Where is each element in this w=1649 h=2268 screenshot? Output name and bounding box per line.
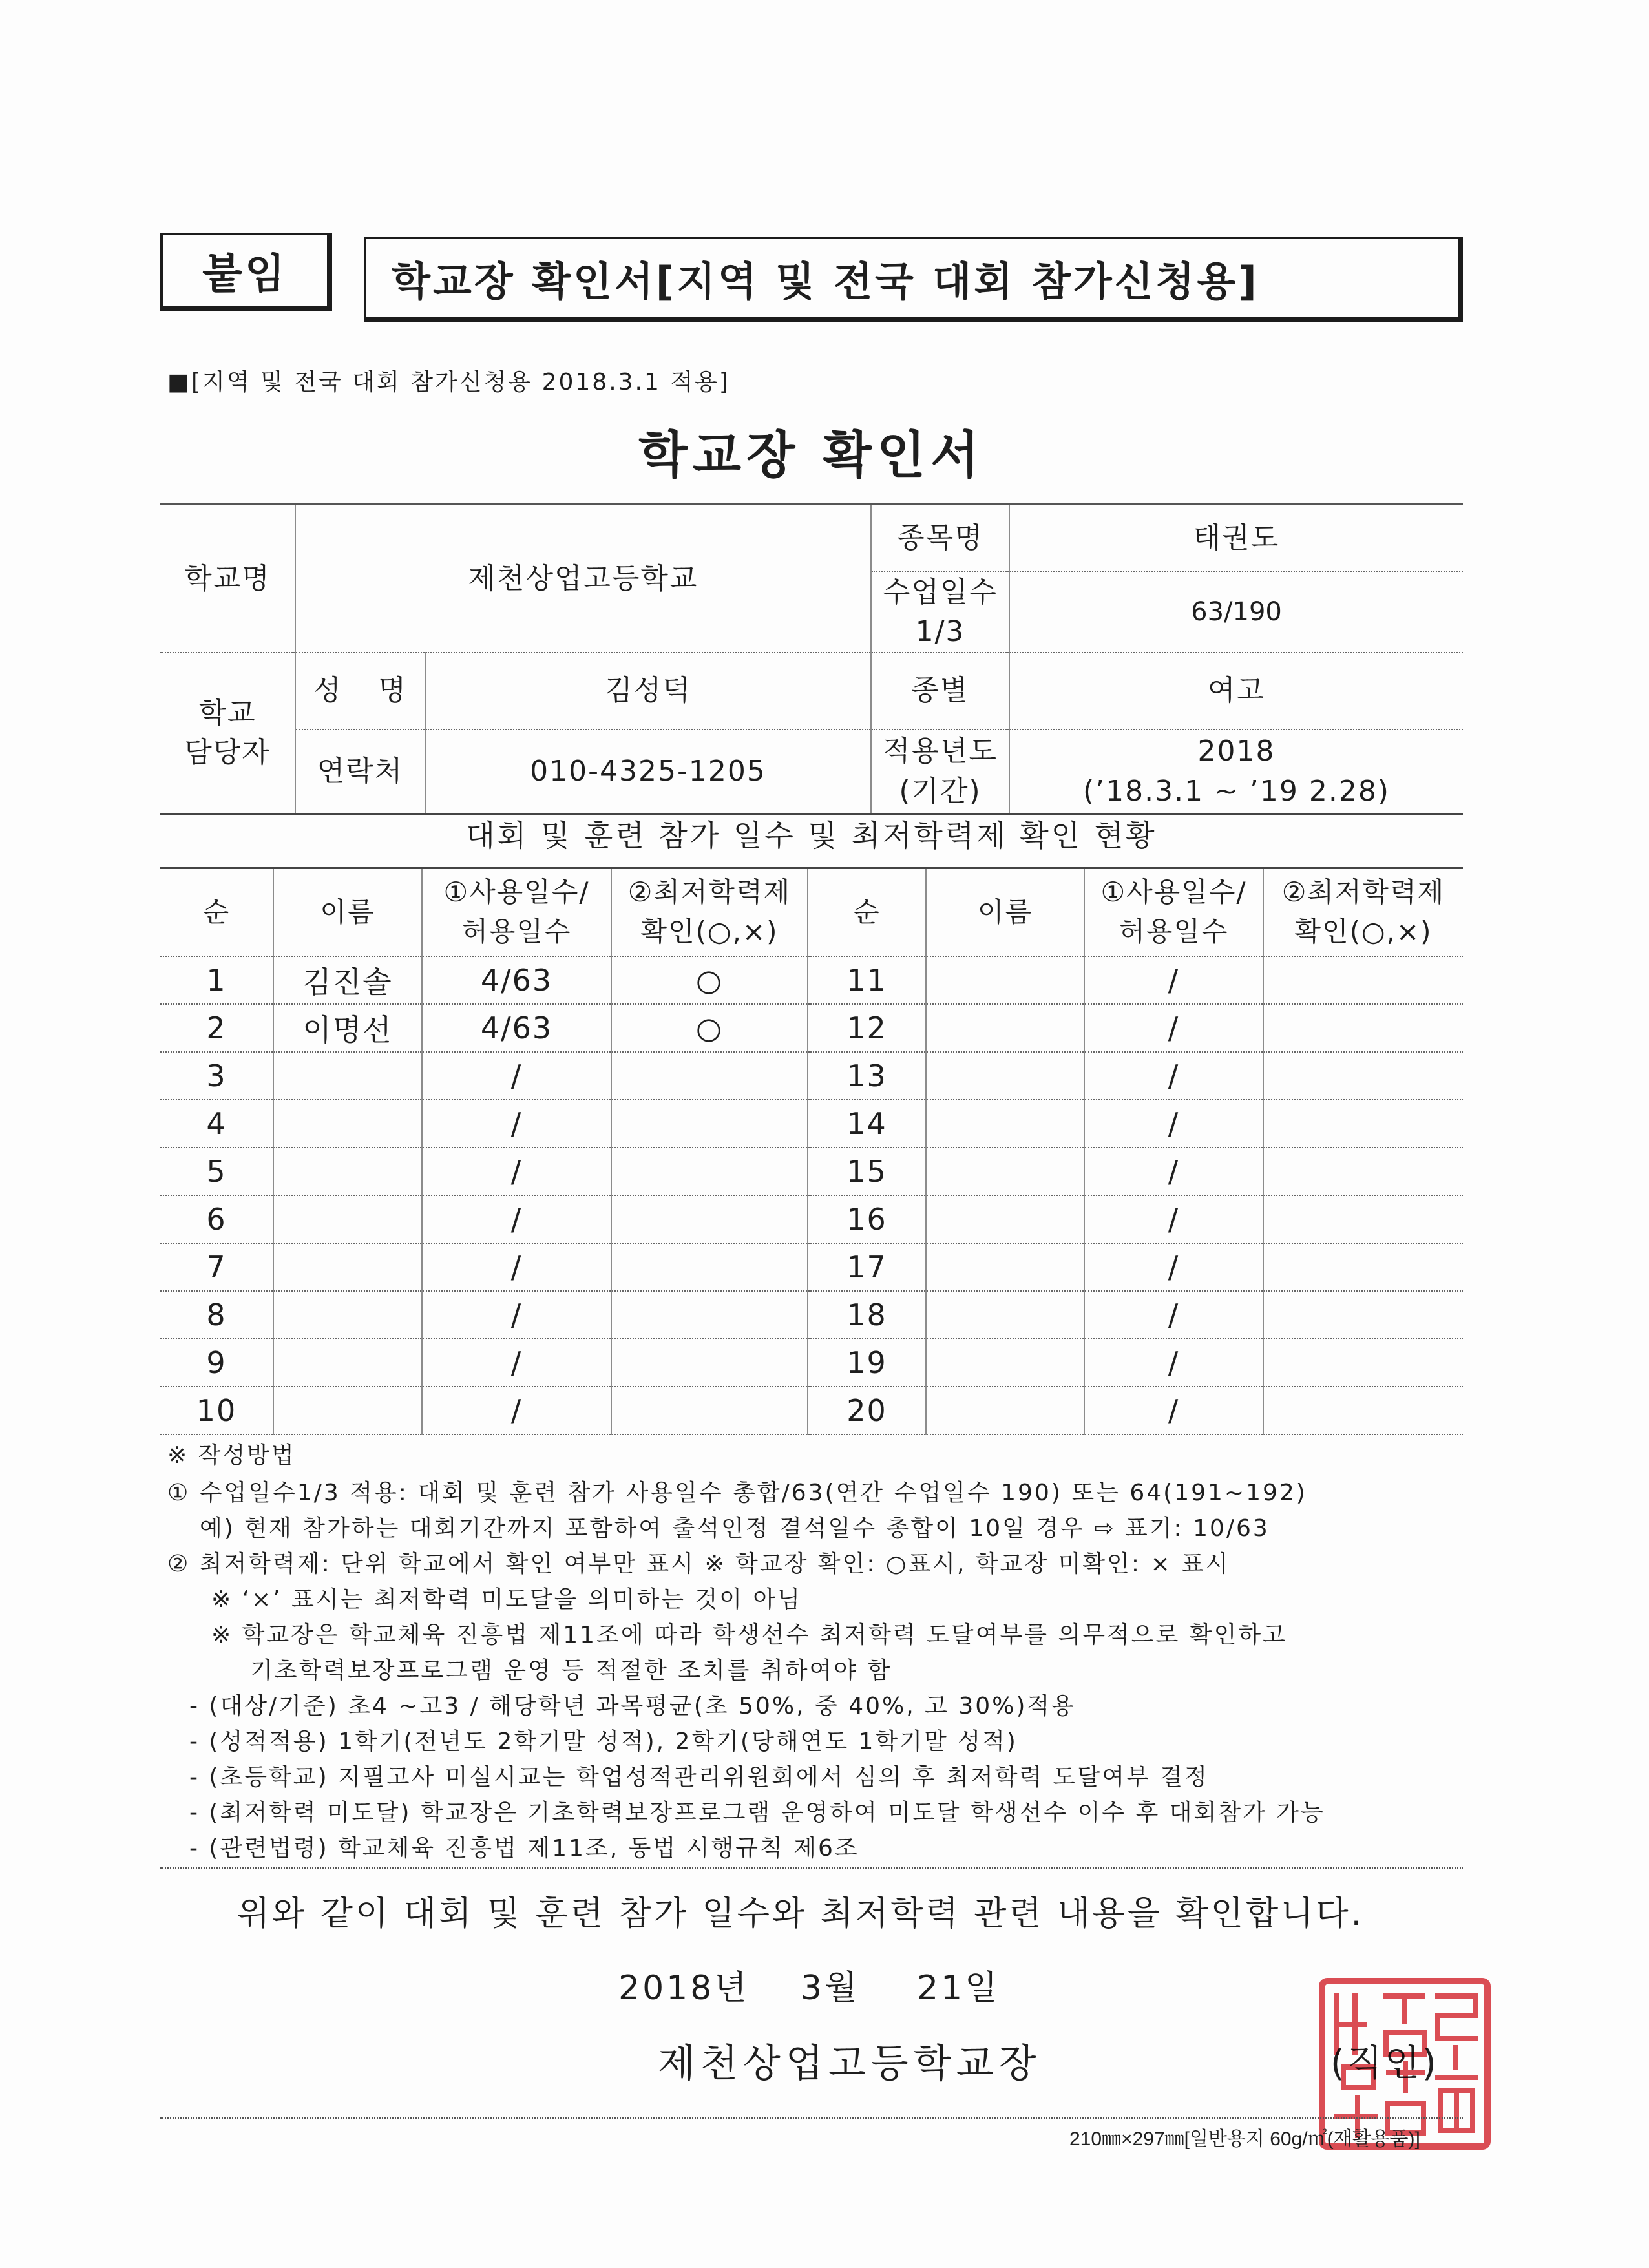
header-usage-line2: 허용일수 [1119, 916, 1229, 947]
header-usage-line1: ①사용일수/ [1100, 876, 1247, 908]
right-days-used: / [1084, 1243, 1263, 1291]
official-seal-stamp [1318, 1977, 1492, 2151]
left-min-academic-check [611, 1052, 808, 1100]
left-row-number: 5 [160, 1148, 273, 1195]
left-min-academic-check [611, 1100, 808, 1148]
sport-value: 태권도 [1009, 505, 1463, 572]
signer-name: 제천상업고등학교장 [658, 2041, 1042, 2086]
date-day: 21일 [917, 1969, 1000, 2008]
record-row [160, 1004, 1463, 1052]
record-row [160, 1195, 1463, 1243]
right-row-number: 12 [808, 1004, 926, 1052]
left-min-academic-check: ○ [611, 1004, 808, 1052]
left-min-academic-check [611, 1148, 808, 1195]
left-days-used: / [422, 1195, 611, 1243]
left-days-used: / [422, 1387, 611, 1434]
left-days-used: / [422, 1052, 611, 1100]
left-days-used: / [422, 1291, 611, 1339]
class-days-label [871, 572, 1009, 653]
instruction-line: - (성적적용) 1학기(전년도 2학기말 성적), 2학기(당해연도 1학기말 성적) [189, 1728, 1018, 1755]
attachment-label-box: 붙임 [160, 233, 332, 311]
left-row-number: 9 [160, 1339, 273, 1387]
instruction-line: - (관련법령) 학교체육 진흥법 제11조, 동법 시행규칙 제6조 [189, 1835, 859, 1862]
info-row-contact [160, 730, 1463, 814]
records-body [160, 956, 1463, 1434]
header-title-box: 학교장 확인서[지역 및 전국 대회 참가신청용] [364, 237, 1463, 322]
paper-spec-footer: 210㎜×297㎜[일반용지 60g/㎡(재활용품)] [1069, 2128, 1420, 2150]
info-row-school [160, 505, 1463, 572]
period-label-line1: 적용년도 [882, 735, 998, 768]
left-days-used: / [422, 1148, 611, 1195]
date-year: 2018년 [618, 1969, 750, 2008]
right-athlete-name [926, 956, 1084, 1004]
right-row-number: 11 [808, 956, 926, 1004]
left-row-number: 1 [160, 956, 273, 1004]
info-row-manager-name [160, 653, 1463, 730]
seal-label: (직인) [1330, 2042, 1439, 2084]
instruction-line: ① 수업일수1/3 적용: 대회 및 훈련 참가 사용일수 총합/63(연간 수업일수 190) 또는 64(191~192) [167, 1480, 1307, 1506]
class-days-label-line1: 수업일수 [882, 575, 998, 609]
manager-label-line1: 학교 [198, 696, 257, 730]
right-days-used: / [1084, 1291, 1263, 1339]
instruction-line: 예) 현재 참가하는 대회기간까지 포함하여 출석인정 결석일수 총합이 10일 경우 ⇨ 표기: 10/63 [200, 1515, 1270, 1542]
record-row [160, 1052, 1463, 1100]
header-name-right: 이름 [926, 869, 1084, 956]
right-min-academic-check [1263, 1387, 1463, 1434]
header-min-academic-line2: 확인(○,×) [1294, 916, 1433, 947]
records-table [160, 869, 1463, 1435]
right-days-used: / [1084, 1052, 1263, 1100]
instruction-line: - (최저학력 미도달) 학교장은 기초학력보장프로그램 운영하여 미도달 학생선수 이수 후 대회참가 가능 [189, 1800, 1325, 1826]
left-athlete-name: 이명선 [273, 1004, 422, 1052]
right-row-number: 15 [808, 1148, 926, 1195]
header-min-academic-line2: 확인(○,×) [640, 916, 779, 947]
document-title: 학교장 확인서 [638, 426, 985, 485]
right-athlete-name [926, 1387, 1084, 1434]
right-row-number: 17 [808, 1243, 926, 1291]
left-athlete-name [273, 1100, 422, 1148]
left-athlete-name: 김진솔 [273, 956, 422, 1004]
sport-label: 종목명 [871, 505, 1009, 572]
period-label-line2: (기간) [899, 774, 982, 808]
records-header-row [160, 869, 1463, 956]
left-min-academic-check [611, 1195, 808, 1243]
instruction-line: ※ ‘×’ 표시는 최저학력 미도달을 의미하는 것이 아님 [211, 1586, 803, 1613]
right-days-used: / [1084, 1004, 1263, 1052]
header-min-academic-right [1263, 869, 1463, 956]
header-min-academic-line1: ②최저학력제 [1281, 876, 1445, 908]
school-name-label: 학교명 [160, 505, 295, 653]
left-athlete-name [273, 1052, 422, 1100]
period-label [871, 730, 1009, 814]
right-row-number: 14 [808, 1100, 926, 1148]
right-row-number: 13 [808, 1052, 926, 1100]
left-days-used: / [422, 1243, 611, 1291]
left-min-academic-check [611, 1291, 808, 1339]
right-athlete-name [926, 1052, 1084, 1100]
right-days-used: / [1084, 1339, 1263, 1387]
record-row [160, 1387, 1463, 1434]
manager-label [160, 653, 295, 814]
left-days-used: 4/63 [422, 1004, 611, 1052]
right-days-used: / [1084, 1195, 1263, 1243]
right-min-academic-check [1263, 956, 1463, 1004]
record-row [160, 1243, 1463, 1291]
seal-graphic [1318, 1977, 1492, 2151]
right-min-academic-check [1263, 1291, 1463, 1339]
left-athlete-name [273, 1339, 422, 1387]
header-no-left: 순 [160, 869, 273, 956]
manager-label-line2: 담당자 [184, 736, 271, 770]
header-no-right: 순 [808, 869, 926, 956]
right-athlete-name [926, 1243, 1084, 1291]
right-athlete-name [926, 1004, 1084, 1052]
right-athlete-name [926, 1291, 1084, 1339]
header-usage-right [1084, 869, 1263, 956]
right-athlete-name [926, 1100, 1084, 1148]
manager-name-label: 성 명 [295, 653, 425, 730]
right-min-academic-check [1263, 1100, 1463, 1148]
period-value [1009, 730, 1463, 814]
record-row [160, 1100, 1463, 1148]
category-value: 여고 [1009, 653, 1463, 730]
school-info-table [160, 503, 1463, 815]
right-row-number: 19 [808, 1339, 926, 1387]
left-athlete-name [273, 1243, 422, 1291]
instruction-line: - (대상/기준) 초4 ~고3 / 해당학년 과목평균(초 50%, 중 40%, 고 30%)적용 [189, 1693, 1076, 1719]
right-athlete-name [926, 1339, 1084, 1387]
instruction-line: ② 최저학력제: 단위 학교에서 확인 여부만 표시 ※ 학교장 확인: ○표시, 학교장 미확인: × 표시 [167, 1551, 1230, 1577]
record-row [160, 956, 1463, 1004]
form-note: ■[지역 및 전국 대회 참가신청용 2018.3.1 적용] [167, 369, 730, 395]
right-min-academic-check [1263, 1148, 1463, 1195]
left-min-academic-check [611, 1243, 808, 1291]
left-days-used: / [422, 1339, 611, 1387]
divider [160, 2117, 1463, 2119]
instruction-line: 기초학력보장프로그램 운영 등 적절한 조치를 취하여야 함 [250, 1657, 892, 1684]
left-days-used: 4/63 [422, 956, 611, 1004]
left-athlete-name [273, 1148, 422, 1195]
contact-value: 010-4325-1205 [425, 730, 871, 814]
header-name-left: 이름 [273, 869, 422, 956]
left-athlete-name [273, 1291, 422, 1339]
left-athlete-name [273, 1195, 422, 1243]
left-row-number: 3 [160, 1052, 273, 1100]
header-usage-line1: ①사용일수/ [443, 876, 590, 908]
writing-instructions [167, 1436, 1463, 1866]
date-month: 3월 [801, 1969, 860, 2008]
left-min-academic-check [611, 1339, 808, 1387]
record-row [160, 1148, 1463, 1195]
right-row-number: 20 [808, 1387, 926, 1434]
divider [160, 1867, 1463, 1869]
school-name-value: 제천상업고등학교 [295, 505, 871, 653]
left-row-number: 6 [160, 1195, 273, 1243]
right-min-academic-check [1263, 1004, 1463, 1052]
right-min-academic-check [1263, 1243, 1463, 1291]
period-value-range: (’18.3.1 ~ ’19 2.28) [1082, 774, 1391, 808]
header-usage-line2: 허용일수 [461, 916, 572, 947]
period-value-year: 2018 [1197, 735, 1276, 768]
right-row-number: 16 [808, 1195, 926, 1243]
left-athlete-name [273, 1387, 422, 1434]
instruction-line: ※ 학교장은 학교체육 진흥법 제11조에 따라 학생선수 최저학력 도달여부를 의무적으로 확인하고 [211, 1622, 1287, 1648]
manager-name-value: 김성덕 [425, 653, 871, 730]
right-days-used: / [1084, 1148, 1263, 1195]
right-days-used: / [1084, 1387, 1263, 1434]
class-days-value: 63/190 [1009, 572, 1463, 653]
header-min-academic-left [611, 869, 808, 956]
right-min-academic-check [1263, 1052, 1463, 1100]
right-days-used: / [1084, 956, 1263, 1004]
right-athlete-name [926, 1195, 1084, 1243]
right-min-academic-check [1263, 1339, 1463, 1387]
header-usage-left [422, 869, 611, 956]
records-section-title: 대회 및 훈련 참가 일수 및 최저학력제 확인 현황 [160, 804, 1463, 869]
left-days-used: / [422, 1100, 611, 1148]
right-min-academic-check [1263, 1195, 1463, 1243]
right-days-used: / [1084, 1100, 1263, 1148]
confirmation-statement: 위와 같이 대회 및 훈련 참가 일수와 최저학력 관련 내용을 확인합니다. [236, 1895, 1365, 1933]
instruction-line: - (초등학교) 지필고사 미실시교는 학업성적관리위원회에서 심의 후 최저학력 도달여부 결정 [189, 1764, 1209, 1790]
left-min-academic-check: ○ [611, 956, 808, 1004]
class-days-label-line2: 1/3 [915, 615, 965, 649]
right-athlete-name [926, 1148, 1084, 1195]
left-row-number: 2 [160, 1004, 273, 1052]
record-row [160, 1339, 1463, 1387]
header-min-academic-line1: ②최저학력제 [627, 876, 792, 908]
left-row-number: 4 [160, 1100, 273, 1148]
left-row-number: 8 [160, 1291, 273, 1339]
left-min-academic-check [611, 1387, 808, 1434]
record-row [160, 1291, 1463, 1339]
instructions-heading: ※ 작성방법 [167, 1442, 296, 1469]
left-row-number: 7 [160, 1243, 273, 1291]
right-row-number: 18 [808, 1291, 926, 1339]
category-label: 종별 [871, 653, 1009, 730]
contact-label: 연락처 [295, 730, 425, 814]
left-row-number: 10 [160, 1387, 273, 1434]
